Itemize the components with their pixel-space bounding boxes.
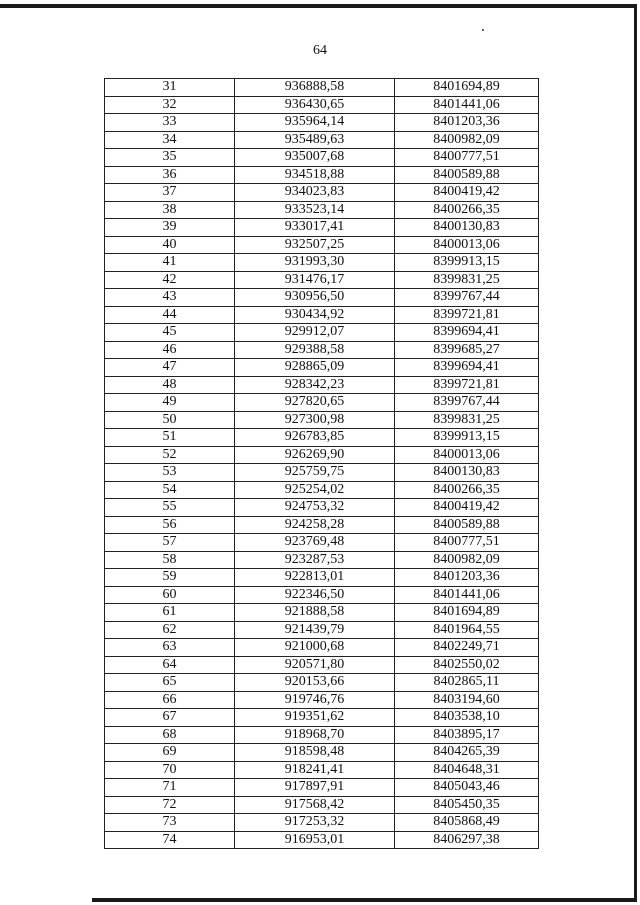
point-number-cell: 54 (105, 481, 235, 499)
table-row (105, 779, 539, 797)
table-row (105, 131, 539, 149)
x-coordinate-cell: 922813,01 (235, 569, 395, 587)
y-coordinate-cell: 8400013,06 (395, 446, 539, 464)
x-coordinate-cell: 920571,80 (235, 656, 395, 674)
table-row (105, 114, 539, 132)
table-row (105, 604, 539, 622)
x-coordinate-cell: 918598,48 (235, 744, 395, 762)
point-number-cell: 59 (105, 569, 235, 587)
table-row (105, 621, 539, 639)
table-row (105, 481, 539, 499)
point-number-cell: 71 (105, 779, 235, 797)
x-coordinate-cell: 921888,58 (235, 604, 395, 622)
x-coordinate-cell: 936888,58 (235, 79, 395, 97)
y-coordinate-cell: 8399694,41 (395, 359, 539, 377)
x-coordinate-cell: 934023,83 (235, 184, 395, 202)
y-coordinate-cell: 8400589,88 (395, 516, 539, 534)
table-row (105, 236, 539, 254)
x-coordinate-cell: 916953,01 (235, 831, 395, 849)
y-coordinate-cell: 8404265,39 (395, 744, 539, 762)
table-row (105, 429, 539, 447)
x-coordinate-cell: 928342,23 (235, 376, 395, 394)
x-coordinate-cell: 933017,41 (235, 219, 395, 237)
y-coordinate-cell: 8400419,42 (395, 499, 539, 517)
point-number-cell: 69 (105, 744, 235, 762)
x-coordinate-cell: 931993,30 (235, 254, 395, 272)
x-coordinate-cell: 930956,50 (235, 289, 395, 307)
table-row (105, 499, 539, 517)
y-coordinate-cell: 8399685,27 (395, 341, 539, 359)
y-coordinate-cell: 8402550,02 (395, 656, 539, 674)
table-row (105, 464, 539, 482)
page-top-border (0, 4, 636, 8)
point-number-cell: 43 (105, 289, 235, 307)
x-coordinate-cell: 926783,85 (235, 429, 395, 447)
y-coordinate-cell: 8399767,44 (395, 394, 539, 412)
x-coordinate-cell: 935007,68 (235, 149, 395, 167)
point-number-cell: 72 (105, 796, 235, 814)
point-number-cell: 45 (105, 324, 235, 342)
coordinates-table (104, 78, 539, 849)
point-number-cell: 51 (105, 429, 235, 447)
table-row (105, 96, 539, 114)
y-coordinate-cell: 8400777,51 (395, 149, 539, 167)
page-bottom-border (92, 898, 637, 902)
x-coordinate-cell: 918968,70 (235, 726, 395, 744)
point-number-cell: 64 (105, 656, 235, 674)
table-row (105, 254, 539, 272)
y-coordinate-cell: 8401694,89 (395, 604, 539, 622)
table-row (105, 744, 539, 762)
y-coordinate-cell: 8402865,11 (395, 674, 539, 692)
x-coordinate-cell: 921439,79 (235, 621, 395, 639)
x-coordinate-cell: 935964,14 (235, 114, 395, 132)
y-coordinate-cell: 8400777,51 (395, 534, 539, 552)
point-number-cell: 67 (105, 709, 235, 727)
point-number-cell: 33 (105, 114, 235, 132)
y-coordinate-cell: 8405450,35 (395, 796, 539, 814)
x-coordinate-cell: 935489,63 (235, 131, 395, 149)
table-row (105, 394, 539, 412)
point-number-cell: 61 (105, 604, 235, 622)
x-coordinate-cell: 934518,88 (235, 166, 395, 184)
y-coordinate-cell: 8400266,35 (395, 201, 539, 219)
point-number-cell: 60 (105, 586, 235, 604)
point-number-cell: 32 (105, 96, 235, 114)
y-coordinate-cell: 8401694,89 (395, 79, 539, 97)
y-coordinate-cell: 8400130,83 (395, 219, 539, 237)
table-row (105, 201, 539, 219)
point-number-cell: 74 (105, 831, 235, 849)
y-coordinate-cell: 8400419,42 (395, 184, 539, 202)
point-number-cell: 55 (105, 499, 235, 517)
table-row (105, 796, 539, 814)
y-coordinate-cell: 8399694,41 (395, 324, 539, 342)
y-coordinate-cell: 8399831,25 (395, 271, 539, 289)
point-number-cell: 49 (105, 394, 235, 412)
point-number-cell: 58 (105, 551, 235, 569)
y-coordinate-cell: 8399913,15 (395, 254, 539, 272)
point-number-cell: 70 (105, 761, 235, 779)
table-row (105, 79, 539, 97)
y-coordinate-cell: 8399767,44 (395, 289, 539, 307)
point-number-cell: 66 (105, 691, 235, 709)
x-coordinate-cell: 932507,25 (235, 236, 395, 254)
point-number-cell: 36 (105, 166, 235, 184)
y-coordinate-cell: 8399913,15 (395, 429, 539, 447)
x-coordinate-cell: 928865,09 (235, 359, 395, 377)
x-coordinate-cell: 927300,98 (235, 411, 395, 429)
point-number-cell: 34 (105, 131, 235, 149)
table-row (105, 586, 539, 604)
y-coordinate-cell: 8399721,81 (395, 306, 539, 324)
y-coordinate-cell: 8400266,35 (395, 481, 539, 499)
table-row (105, 324, 539, 342)
point-number-cell: 31 (105, 79, 235, 97)
x-coordinate-cell: 924753,32 (235, 499, 395, 517)
table-row (105, 411, 539, 429)
y-coordinate-cell: 8401203,36 (395, 114, 539, 132)
table-row (105, 534, 539, 552)
point-number-cell: 48 (105, 376, 235, 394)
page-right-border (634, 4, 637, 902)
table-row (105, 656, 539, 674)
y-coordinate-cell: 8401441,06 (395, 586, 539, 604)
point-number-cell: 68 (105, 726, 235, 744)
y-coordinate-cell: 8400013,06 (395, 236, 539, 254)
table-row (105, 551, 539, 569)
table-row (105, 341, 539, 359)
table-row (105, 166, 539, 184)
y-coordinate-cell: 8405868,49 (395, 814, 539, 832)
x-coordinate-cell: 919351,62 (235, 709, 395, 727)
point-number-cell: 63 (105, 639, 235, 657)
y-coordinate-cell: 8403895,17 (395, 726, 539, 744)
x-coordinate-cell: 927820,65 (235, 394, 395, 412)
x-coordinate-cell: 918241,41 (235, 761, 395, 779)
point-number-cell: 39 (105, 219, 235, 237)
point-number-cell: 42 (105, 271, 235, 289)
table-row (105, 376, 539, 394)
point-number-cell: 37 (105, 184, 235, 202)
point-number-cell: 65 (105, 674, 235, 692)
table-row (105, 639, 539, 657)
page-number: 64 (313, 43, 327, 58)
table-row (105, 306, 539, 324)
table-row (105, 271, 539, 289)
table-row (105, 289, 539, 307)
y-coordinate-cell: 8399831,25 (395, 411, 539, 429)
y-coordinate-cell: 8400589,88 (395, 166, 539, 184)
y-coordinate-cell: 8403194,60 (395, 691, 539, 709)
point-number-cell: 40 (105, 236, 235, 254)
y-coordinate-cell: 8401964,55 (395, 621, 539, 639)
y-coordinate-cell: 8399721,81 (395, 376, 539, 394)
table-row (105, 219, 539, 237)
x-coordinate-cell: 930434,92 (235, 306, 395, 324)
table-row (105, 359, 539, 377)
x-coordinate-cell: 917253,32 (235, 814, 395, 832)
y-coordinate-cell: 8403538,10 (395, 709, 539, 727)
table-row (105, 569, 539, 587)
x-coordinate-cell: 920153,66 (235, 674, 395, 692)
table-row (105, 446, 539, 464)
table-row (105, 184, 539, 202)
point-number-cell: 52 (105, 446, 235, 464)
point-number-cell: 41 (105, 254, 235, 272)
x-coordinate-cell: 926269,90 (235, 446, 395, 464)
table-row (105, 761, 539, 779)
x-coordinate-cell: 919746,76 (235, 691, 395, 709)
x-coordinate-cell: 933523,14 (235, 201, 395, 219)
x-coordinate-cell: 936430,65 (235, 96, 395, 114)
table-row (105, 831, 539, 849)
point-number-cell: 56 (105, 516, 235, 534)
y-coordinate-cell: 8400982,09 (395, 551, 539, 569)
y-coordinate-cell: 8401203,36 (395, 569, 539, 587)
table-row (105, 691, 539, 709)
x-coordinate-cell: 921000,68 (235, 639, 395, 657)
table-row (105, 726, 539, 744)
scan-speck (482, 29, 484, 31)
x-coordinate-cell: 925759,75 (235, 464, 395, 482)
coordinates-table-body (105, 79, 539, 849)
x-coordinate-cell: 922346,50 (235, 586, 395, 604)
table-row (105, 709, 539, 727)
point-number-cell: 73 (105, 814, 235, 832)
y-coordinate-cell: 8400130,83 (395, 464, 539, 482)
point-number-cell: 53 (105, 464, 235, 482)
x-coordinate-cell: 923769,48 (235, 534, 395, 552)
point-number-cell: 46 (105, 341, 235, 359)
point-number-cell: 62 (105, 621, 235, 639)
x-coordinate-cell: 923287,53 (235, 551, 395, 569)
x-coordinate-cell: 917897,91 (235, 779, 395, 797)
x-coordinate-cell: 925254,02 (235, 481, 395, 499)
point-number-cell: 50 (105, 411, 235, 429)
y-coordinate-cell: 8401441,06 (395, 96, 539, 114)
y-coordinate-cell: 8402249,71 (395, 639, 539, 657)
x-coordinate-cell: 929912,07 (235, 324, 395, 342)
table-row (105, 516, 539, 534)
point-number-cell: 57 (105, 534, 235, 552)
point-number-cell: 35 (105, 149, 235, 167)
x-coordinate-cell: 929388,58 (235, 341, 395, 359)
x-coordinate-cell: 931476,17 (235, 271, 395, 289)
y-coordinate-cell: 8404648,31 (395, 761, 539, 779)
table-row (105, 149, 539, 167)
y-coordinate-cell: 8406297,38 (395, 831, 539, 849)
point-number-cell: 38 (105, 201, 235, 219)
table-row (105, 674, 539, 692)
y-coordinate-cell: 8405043,46 (395, 779, 539, 797)
table-row (105, 814, 539, 832)
point-number-cell: 44 (105, 306, 235, 324)
y-coordinate-cell: 8400982,09 (395, 131, 539, 149)
point-number-cell: 47 (105, 359, 235, 377)
x-coordinate-cell: 917568,42 (235, 796, 395, 814)
x-coordinate-cell: 924258,28 (235, 516, 395, 534)
